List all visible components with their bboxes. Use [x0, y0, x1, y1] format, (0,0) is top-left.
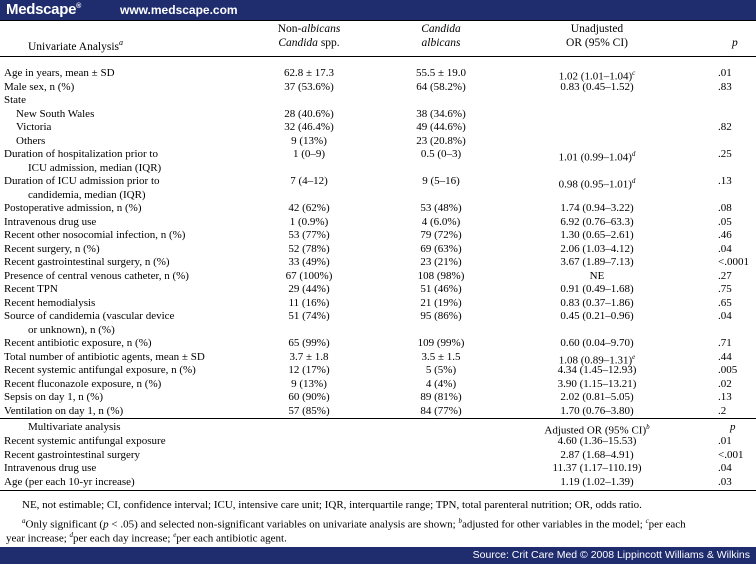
row-label: Recent systemic antifungal exposure [4, 435, 166, 447]
non-albicans-value: 9 (13%) [291, 377, 327, 390]
row-label: Recent gastrointestinal surgery [4, 448, 141, 461]
table-row [0, 134, 756, 148]
albicans-value: 64 (58.2%) [416, 80, 466, 93]
non-albicans-value: 7 (4–12) [290, 175, 328, 187]
footnote-marker: d [631, 150, 636, 158]
non-albicans-value: 51 (74%) [288, 310, 330, 322]
source-bar [0, 547, 756, 564]
row-label: Duration of hospitalization prior to [4, 148, 158, 160]
table-row [0, 404, 756, 418]
p-value: .04 [718, 310, 732, 322]
albicans-value: 49 (44.6%) [416, 121, 466, 133]
unadjusted-or-value: 1.08 $(0.89-1.31)^e$ [558, 352, 636, 367]
p-value: .46 [718, 229, 732, 241]
p-value: .65 [718, 296, 732, 309]
non-albicans-value: 32 (46.4%) [284, 121, 334, 133]
table-row [0, 296, 756, 310]
table-row [0, 147, 756, 164]
unadjusted-or-value: 0.98 $(0.95-1.01)^d$ [558, 177, 636, 191]
footnote-line-2: $^a$Only significant (p < .05) and selected non-significant variables on univariate analysis are shown; $^b$adjusted for other variables in the model; $^c$per each [22, 517, 686, 531]
non-albicans-value: 60 (90%) [288, 391, 330, 403]
p-value: .01 [718, 435, 732, 447]
unadjusted-or-value: 2.06 (1.03–4.12) [560, 242, 634, 255]
row-label: Recent TPN [4, 283, 58, 295]
albicans-value: 69 (63%) [420, 242, 462, 255]
unadjusted-or-value: 4.34 (1.45–12.93) [557, 364, 637, 376]
table-row [0, 269, 756, 283]
adjusted-or-value: 4.60 (1.36–15.53) [557, 435, 637, 447]
row-label: Ventilation on day 1, n (%) [4, 404, 124, 417]
albicans-value: 79 (72%) [420, 229, 462, 241]
table-row [0, 80, 756, 94]
row-label: Sepsis on day 1, n (%) [4, 391, 103, 403]
row-label: Recent systemic antifungal exposure, n (%) [4, 364, 196, 376]
logo-mark: ® [76, 3, 81, 10]
col-unadjusted-header: Unadjusted OR (95% CI) [566, 23, 628, 49]
p-value: .75 [718, 283, 732, 295]
row-label: State [4, 94, 26, 106]
albicans-value: 4 (6.0%) [421, 215, 461, 228]
albicans-value: 89 (81%) [420, 391, 462, 403]
unadjusted-or-value: 1.01 $(0.99-1.04)^d$ [558, 150, 636, 164]
adjusted-or-value: 11.37 (1.17–110.19) [552, 462, 642, 474]
table-row [0, 66, 756, 83]
table-row [0, 188, 756, 202]
header-bar [0, 0, 756, 20]
table-row [0, 363, 756, 377]
row-label: Male sex, n (%) [4, 80, 75, 93]
multivariate-p-header: p [730, 421, 736, 433]
unadjusted-or-value: 1.70 (0.76–3.80) [560, 404, 634, 417]
source-text: Source: Crit Care Med © 2008 Lippincott Williams & Wilkins [472, 549, 750, 561]
table-row [0, 228, 756, 242]
p-value: .02 [718, 377, 732, 390]
unadjusted-or-value: 0.83 (0.45–1.52) [560, 80, 634, 93]
albicans-value: 0.5 (0–3) [420, 148, 462, 160]
unadjusted-or-value: 2.02 (0.81–5.05) [560, 391, 634, 403]
non-albicans-value: 1 (0–9) [292, 148, 326, 160]
footnote-marker: d [631, 177, 636, 185]
footnote-line-3: year increase; $^d$per each day increase; $^e$per each antibiotic agent. [6, 531, 287, 545]
p-value: .44 [718, 350, 732, 363]
p-value: <.0001 [718, 256, 749, 268]
footnote-marker: e [632, 352, 636, 361]
p-value: .83 [718, 80, 732, 93]
row-label: Age (per each 10-yr increase) [4, 475, 135, 488]
unadjusted-or-value: 6.92 (0.76–63.3) [560, 215, 634, 228]
non-albicans-value: 28 (40.6%) [284, 107, 334, 120]
albicans-value: 55.5 ± 19.0 [415, 67, 467, 79]
non-albicans-value: 12 (17%) [288, 364, 330, 376]
albicans-value: 53 (48%) [420, 202, 462, 214]
adjusted-or-value: 1.19 (1.02–1.39) [560, 475, 634, 488]
p-value: .03 [718, 475, 732, 488]
row-label: New South Wales [16, 107, 95, 120]
table-row [0, 201, 756, 215]
table-row [0, 255, 756, 269]
p-value: .005 [718, 364, 738, 376]
albicans-value: 95 (86%) [420, 310, 462, 322]
row-label: Age in years, mean ± SD [4, 67, 115, 79]
non-albicans-value: 3.7 ± 1.8 [289, 350, 329, 363]
non-albicans-value: 57 (85%) [288, 404, 330, 417]
albicans-value: 21 (19%) [420, 296, 462, 309]
non-albicans-value: 65 (99%) [288, 337, 330, 349]
table-row [0, 107, 756, 121]
unadjusted-or-value: 0.83 (0.37–1.86) [560, 296, 634, 309]
albicans-value: 23 (20.8%) [416, 134, 466, 147]
adjusted-or-value: 2.87 (1.68–4.91) [560, 448, 634, 461]
top-rule [0, 20, 756, 21]
logo-text: Medscape [6, 1, 77, 18]
multivariate-header [0, 420, 756, 437]
p-value: .13 [718, 391, 732, 403]
row-label: Recent fluconazole exposure, n (%) [4, 377, 162, 390]
table-row [0, 377, 756, 391]
table-row [0, 174, 756, 191]
unadjusted-or-value: 3.67 (1.89–7.13) [560, 256, 634, 268]
table-row [0, 323, 756, 337]
header-rule [0, 56, 756, 57]
row-label: Recent gastrointestinal surgery, n (%) [4, 256, 170, 268]
albicans-value: 3.5 ± 1.5 [421, 350, 461, 363]
non-albicans-value: 11 (16%) [288, 296, 330, 309]
row-label: Recent hemodialysis [4, 296, 96, 309]
row-label: candidemia, median (IQR) [28, 188, 146, 201]
non-albicans-value: 62.8 ± 17.3 [283, 67, 335, 79]
row-label: ICU admission, median (IQR) [28, 161, 162, 174]
non-albicans-value: 42 (62%) [288, 202, 330, 214]
multivariate-row [0, 448, 756, 462]
albicans-value: 23 (21%) [420, 256, 462, 268]
albicans-value: 4 (4%) [425, 377, 457, 390]
footnote-marker: c [632, 69, 636, 77]
table-row [0, 390, 756, 404]
non-albicans-value: 53 (77%) [288, 229, 330, 241]
multivariate-title: Multivariate analysis [28, 421, 121, 433]
multivariate-row [0, 475, 756, 489]
row-label: Total number of antibiotic agents, mean ± SD [4, 350, 205, 363]
p-value: .13 [718, 175, 732, 187]
non-albicans-value: 67 (100%) [285, 269, 333, 282]
unadjusted-or-value: 1.74 (0.94–3.22) [560, 202, 634, 214]
col-albicans-header: Candida albicans [421, 23, 461, 49]
table-row [0, 161, 756, 175]
albicans-value: 38 (34.6%) [416, 107, 466, 120]
table-row [0, 93, 756, 107]
non-albicans-value: 9 (13%) [291, 134, 327, 147]
albicans-value: 51 (46%) [420, 283, 462, 295]
row-label: Intravenous drug use [4, 215, 97, 228]
p-value: .27 [718, 269, 732, 282]
unadjusted-or-value: NE [589, 269, 605, 282]
non-albicans-value: 29 (44%) [288, 283, 330, 295]
col-p-header: p [732, 37, 738, 49]
row-label: or unknown), n (%) [28, 323, 115, 336]
p-value: .01 [718, 67, 732, 79]
row-label: Recent other nosocomial infection, n (%) [4, 229, 186, 241]
non-albicans-value: 33 (49%) [288, 256, 330, 268]
albicans-value: 5 (5%) [425, 364, 457, 376]
p-value: <.001 [718, 448, 744, 461]
non-albicans-value: 52 (78%) [288, 242, 330, 255]
row-label: Victoria [16, 121, 52, 133]
unadjusted-or-value: 0.45 (0.21–0.96) [560, 310, 634, 322]
multivariate-row [0, 461, 756, 475]
p-value: .05 [718, 215, 732, 228]
adjusted-or-header: Adjusted OR (95% CI)$^b$ [544, 423, 650, 437]
footnote-abbreviations: NE, not estimable; CI, confidence interval; ICU, intensive care unit; IQR, interquartile range; TPN, total parenteral nutrition; OR, odds ratio. [22, 499, 642, 511]
table-row [0, 215, 756, 229]
p-value: .25 [718, 148, 732, 160]
unadjusted-or-value: 1.02 $(1.01-1.04)^c$ [558, 69, 636, 83]
p-value: .08 [718, 202, 732, 214]
unadjusted-or-value: 3.90 (1.15–13.21) [557, 377, 637, 390]
unadjusted-or-value: 0.91 (0.49–1.68) [560, 283, 634, 295]
non-albicans-value: 1 (0.9%) [289, 215, 329, 228]
row-label: Source of candidemia (vascular device [4, 310, 175, 322]
bottom-rule [0, 490, 756, 491]
multivariate-rule [0, 418, 756, 419]
row-label: Recent surgery, n (%) [4, 242, 100, 255]
albicans-value: 109 (99%) [417, 337, 465, 349]
medscape-logo[interactable] [6, 1, 81, 18]
non-albicans-value: 37 (53.6%) [284, 80, 334, 93]
p-value: .2 [718, 404, 727, 417]
albicans-value: 108 (98%) [417, 269, 465, 282]
p-value: .71 [718, 337, 732, 349]
table-row [0, 120, 756, 134]
row-label: Duration of ICU admission prior to [4, 175, 160, 187]
p-value: .04 [718, 462, 732, 474]
table-row [0, 336, 756, 350]
p-value: .82 [718, 121, 732, 133]
table-row [0, 309, 756, 323]
unadjusted-or-value: 1.30 (0.65–2.61) [560, 229, 634, 241]
row-label: Intravenous drug use [4, 462, 97, 474]
row-label: Postoperative admission, n (%) [4, 202, 142, 214]
row-label: Recent antibiotic exposure, n (%) [4, 337, 152, 349]
site-url-link[interactable]: www.medscape.com [120, 3, 238, 17]
multivariate-row [0, 434, 756, 448]
albicans-value: 84 (77%) [420, 404, 462, 417]
table-row [0, 242, 756, 256]
row-label: Presence of central venous catheter, n (%) [4, 269, 189, 282]
albicans-value: 9 (5–16) [422, 175, 460, 187]
col-non-albicans-header: Non-albicans Candida spp. [277, 23, 341, 49]
univariate-header: Univariate Analysis$^a$ [28, 38, 124, 53]
table-row [0, 350, 756, 367]
table-row [0, 282, 756, 296]
p-value: .04 [718, 242, 732, 255]
unadjusted-or-value: 0.60 (0.04–9.70) [560, 337, 634, 349]
row-label: Others [16, 134, 46, 147]
